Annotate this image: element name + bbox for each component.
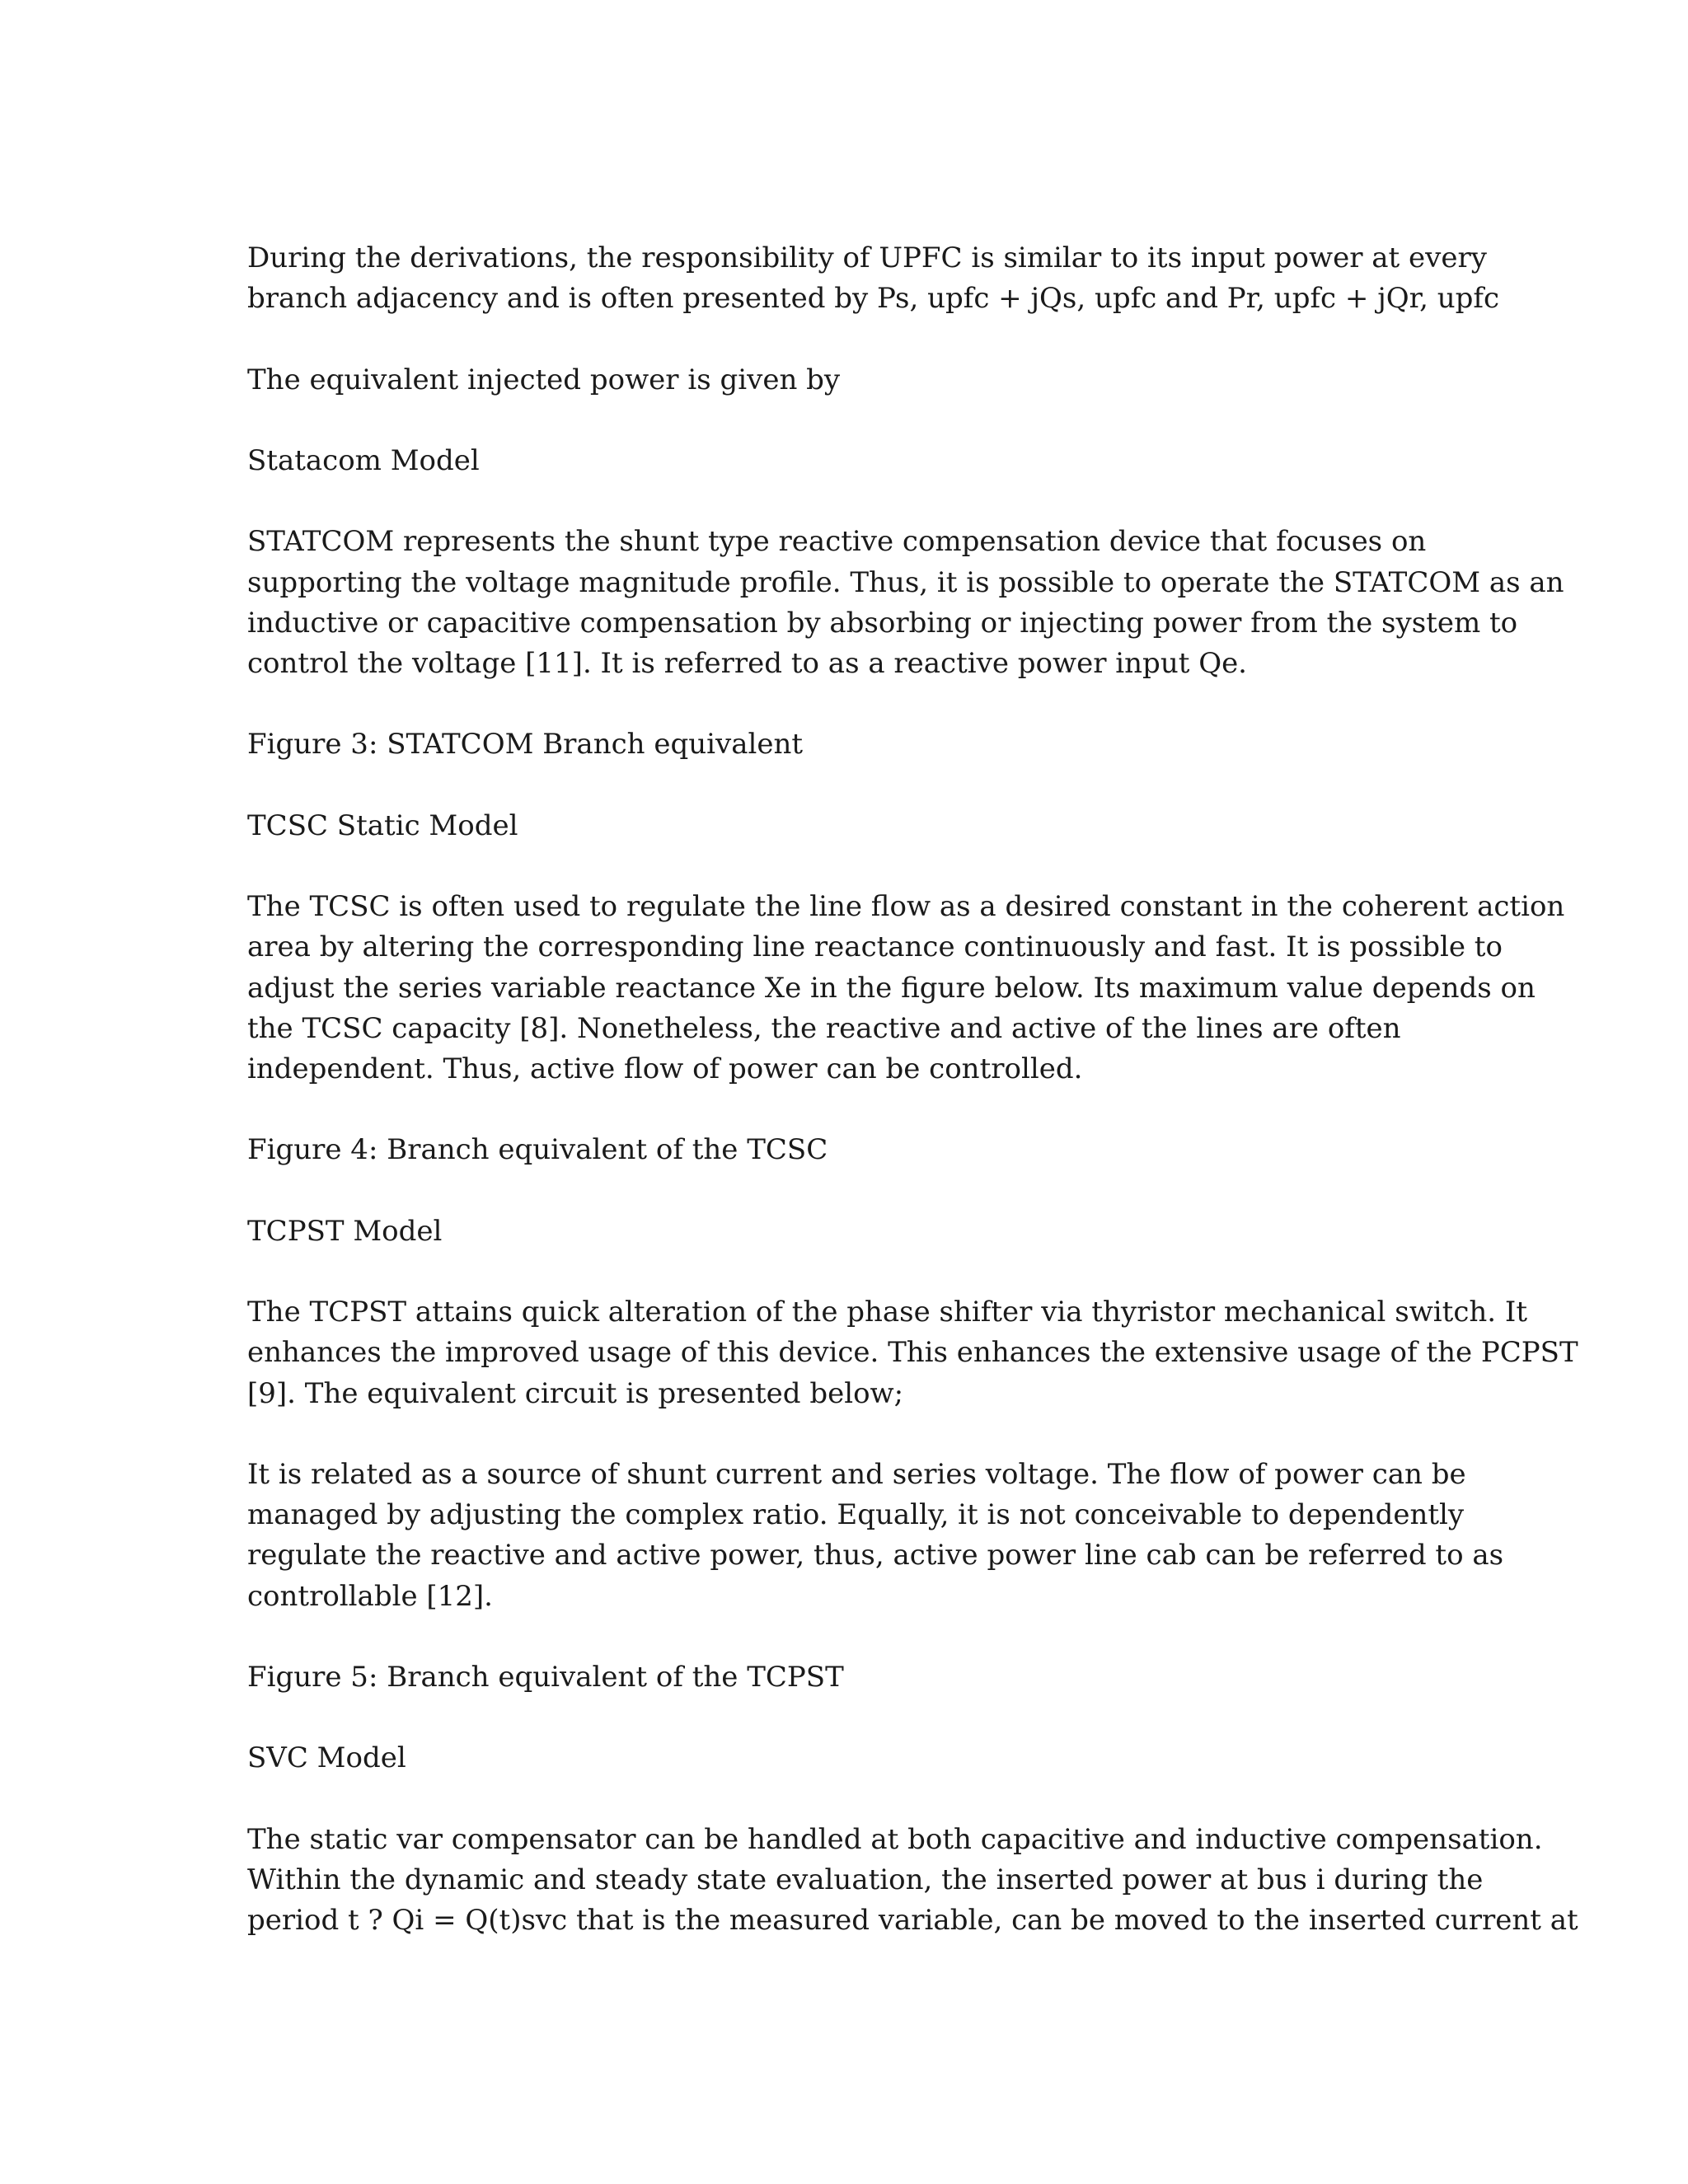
paragraph-equivalent-injected-power: [247, 360, 1451, 401]
paragraph-upfc-responsibility: [247, 238, 1500, 319]
caption-text: Figure 4: Branch equivalent of the TCSC: [247, 1133, 828, 1167]
paragraph-tcpst-description: [247, 1292, 1578, 1414]
text-line: supporting the voltage magnitude profile. Thus, it is possible to operate the STATCOM as an: [247, 565, 1564, 599]
text-line: regulate the reactive and active power, thus, active power line cab can be referred to as: [247, 1539, 1504, 1572]
text-line: controllable [12].: [247, 1579, 493, 1613]
text-line: The static var compensator can be handled at both capacitive and inductive compensation.: [247, 1822, 1543, 1856]
text-line: managed by adjusting the complex ratio. Equally, it is not conceivable to dependently: [247, 1498, 1465, 1532]
paragraph-svc-description: [247, 1820, 1578, 1942]
text-line: inductive or capacitive compensation by absorbing or injecting power from the system to: [247, 606, 1518, 640]
text-line: During the derivations, the responsibility of UPFC is similar to its input power at every: [247, 241, 1487, 274]
heading-text: TCSC Static Model: [247, 808, 518, 842]
section-heading-tcpst-model: [247, 1212, 1451, 1252]
caption-text: Figure 3: STATCOM Branch equivalent: [247, 728, 804, 762]
figure-caption-5: [247, 1657, 1451, 1698]
heading-text: Statacom Model: [247, 443, 480, 477]
text-line: The equivalent injected power is given by: [247, 363, 841, 396]
section-heading-statacom-model: [247, 441, 1451, 481]
text-line: The TCSC is often used to regulate the line flow as a desired constant in the coherent action: [247, 890, 1565, 924]
heading-text: TCPST Model: [247, 1214, 443, 1248]
text-line: It is related as a source of shunt current and series voltage. The flow of power can be: [247, 1457, 1466, 1491]
document-body: [247, 238, 1578, 1941]
paragraph-statcom-description: [247, 522, 1564, 684]
section-heading-tcsc-static-model: [247, 806, 1451, 846]
paragraph-tcpst-power-flow: [247, 1455, 1504, 1617]
figure-caption-3: [247, 724, 1451, 765]
text-line: Within the dynamic and steady state evaluation, the inserted power at bus i during the: [247, 1863, 1484, 1896]
text-line: area by altering the corresponding line reactance continuously and fast. It is possible to: [247, 930, 1503, 964]
heading-text: SVC Model: [247, 1741, 406, 1775]
text-line: STATCOM represents the shunt type reactive compensation device that focuses on: [247, 525, 1427, 559]
text-line: [9]. The equivalent circuit is presented below;: [247, 1376, 904, 1410]
paragraph-tcsc-description: [247, 887, 1565, 1090]
text-line: The TCPST attains quick alteration of the phase shifter via thyristor mechanical switch. It: [247, 1296, 1527, 1329]
text-line: independent. Thus, active flow of power can be controlled.: [247, 1052, 1083, 1085]
text-line: branch adjacency and is often presented by Ps, upfc + jQs, upfc and Pr, upfc + jQr, upfc: [247, 282, 1500, 316]
text-line: control the voltage [11]. It is referred to as a reactive power input Qe.: [247, 646, 1247, 680]
text-line: period t ? Qi = Q(t)svc that is the measured variable, can be moved to the inserted current at: [247, 1904, 1578, 1938]
text-line: the TCSC capacity [8]. Nonetheless, the reactive and active of the lines are often: [247, 1011, 1401, 1045]
section-heading-svc-model: [247, 1738, 1451, 1779]
figure-caption-4: [247, 1130, 1451, 1170]
text-line: enhances the improved usage of this device. This enhances the extensive usage of the PCPST: [247, 1336, 1578, 1370]
text-line: adjust the series variable reactance Xe in the figure below. Its maximum value depends on: [247, 971, 1536, 1005]
caption-text: Figure 5: Branch equivalent of the TCPST: [247, 1660, 844, 1694]
